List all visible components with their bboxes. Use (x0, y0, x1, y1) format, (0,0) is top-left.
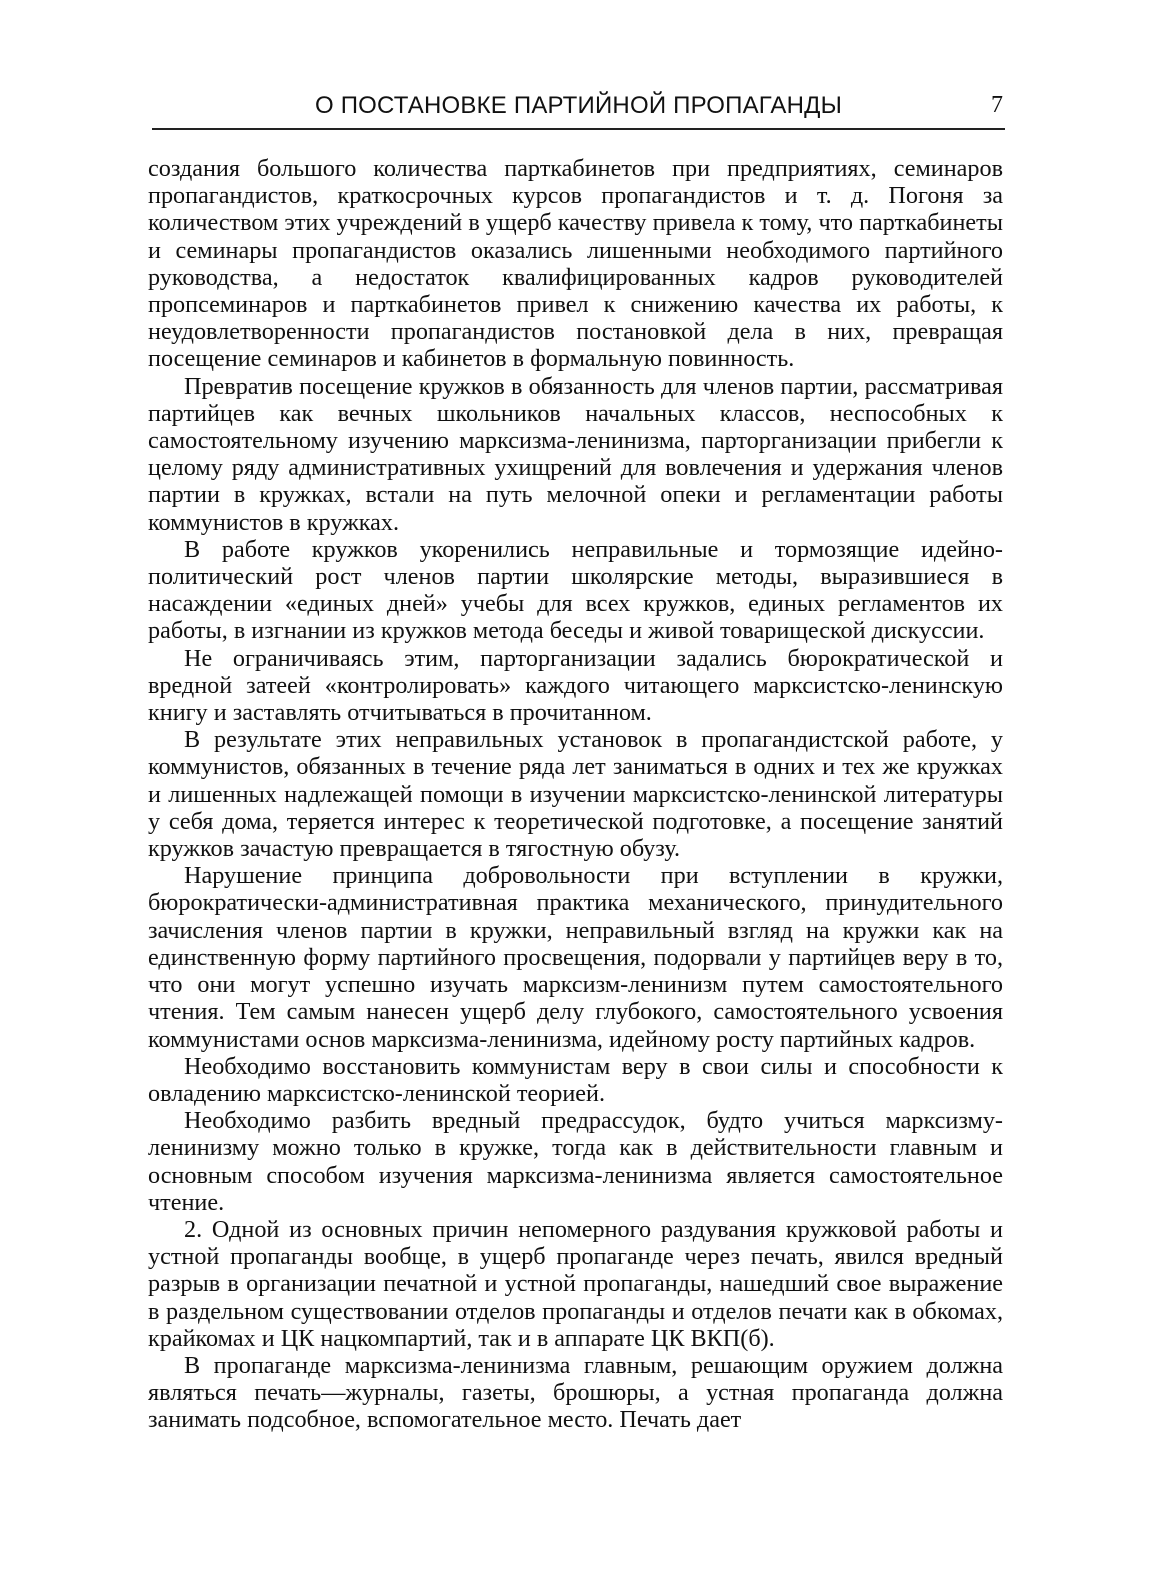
paragraph: Необходимо восстановить коммунистам веру в свои силы и способности к овладению марксистско-ленинской теорией. (148, 1052, 1003, 1107)
paragraph: Необходимо разбить вредный предрассудок, будто учиться марксизму-ленинизму можно только в кружке, тогда как в действительности главным и основным способом изучения марксизма-ленинизма является самостоятельное чтение. (148, 1107, 1003, 1216)
paragraph-continuation: создания большого количества парткабинетов при предприятиях, семинаров пропагандистов, краткосрочных курсов пропагандистов и т. д. Погоня за количеством этих учреждений в ущерб качеству привела к тому, что парткабинеты и семинары пропагандистов оказались лишенными необходимого партийного руководства, а недостаток квалифицированных кадров руководителей пропсеминаров и парткабинетов привел к снижению качества их работы, к неудовлетворенности пропагандистов постановкой дела в них, превращая посещение семинаров и кабинетов в формальную повинность. (148, 155, 1003, 373)
body-text (148, 155, 1003, 1434)
paragraph: В работе кружков укоренились неправильные и тормозящие идейно-политический рост членов партии школярские методы, выразившиеся в насаждении «единых дней» учебы для всех кружков, единых регламентов их работы, в изгнании из кружков метода беседы и живой товарищеской дискуссии. (148, 535, 1003, 645)
paragraph: Нарушение принципа добровольности при вступлении в кружки, бюрократически-административная практика механического, принудительного зачисления членов партии в кружки, неправильный взгляд на кружки как на единственную форму партийного просвещения, подорвали у партийцев веру в то, что они могут успешно изучать марксизм-ленинизм путем самостоятельного чтения. Тем самым нанесен ущерб делу глубокого, самостоятельного усвоения коммунистами основ марксизма-ленинизма, идейному росту партийных кадров. (148, 862, 1003, 1053)
paragraph: Не ограничиваясь этим, парторганизации задались бюрократической и вредной затеей «контролировать» каждого читающего марксистско-ленинскую книгу и заставлять отчитываться в прочитанном. (148, 644, 1003, 727)
running-head (152, 92, 1005, 132)
paragraph-numbered: 2. Одной из основных причин непомерного раздувания кружковой работы и устной пропаганды вообще, в ущерб пропаганде через печать, явился вредный разрыв в организации печатной и устной пропаганды, нашедший свое выражение в раздельном существовании отделов пропаганды и отделов печати как в обкомах, крайкомах и ЦК нацкомпартий, так и в аппарате ЦК ВКП(б). (148, 1215, 1003, 1352)
running-head-title: О ПОСТАНОВКЕ ПАРТИЙНОЙ ПРОПАГАНДЫ (314, 92, 843, 119)
page-number: 7 (991, 92, 1003, 118)
header-rule (152, 128, 1005, 130)
paragraph: В результате этих неправильных установок в пропагандистской работе, у коммунистов, обязанных в течение ряда лет заниматься в одних и тех же кружках и лишенных надлежащей помощи в изучении марксистско-ленинской литературы у себя дома, теряется интерес к теоретической подготовке, а посещение занятий кружков зачастую превращается в тягостную обузу. (148, 726, 1003, 863)
paragraph: В пропаганде марксизма-ленинизма главным, решающим оружием должна являться печать—журналы, газеты, брошюры, а устная пропаганда должна занимать подсобное, вспомогательное место. Печать дает (148, 1351, 1003, 1434)
paragraph: Превратив посещение кружков в обязанность для членов партии, рассматривая партийцев как вечных школьников начальных классов, неспособных к самостоятельному изучению марксизма-ленинизма, парторганизации прибегли к целому ряду административных ухищрений для вовлечения и удержания членов партии в кружках, встали на путь мелочной опеки и регламентации работы коммунистов в кружках. (148, 372, 1003, 536)
